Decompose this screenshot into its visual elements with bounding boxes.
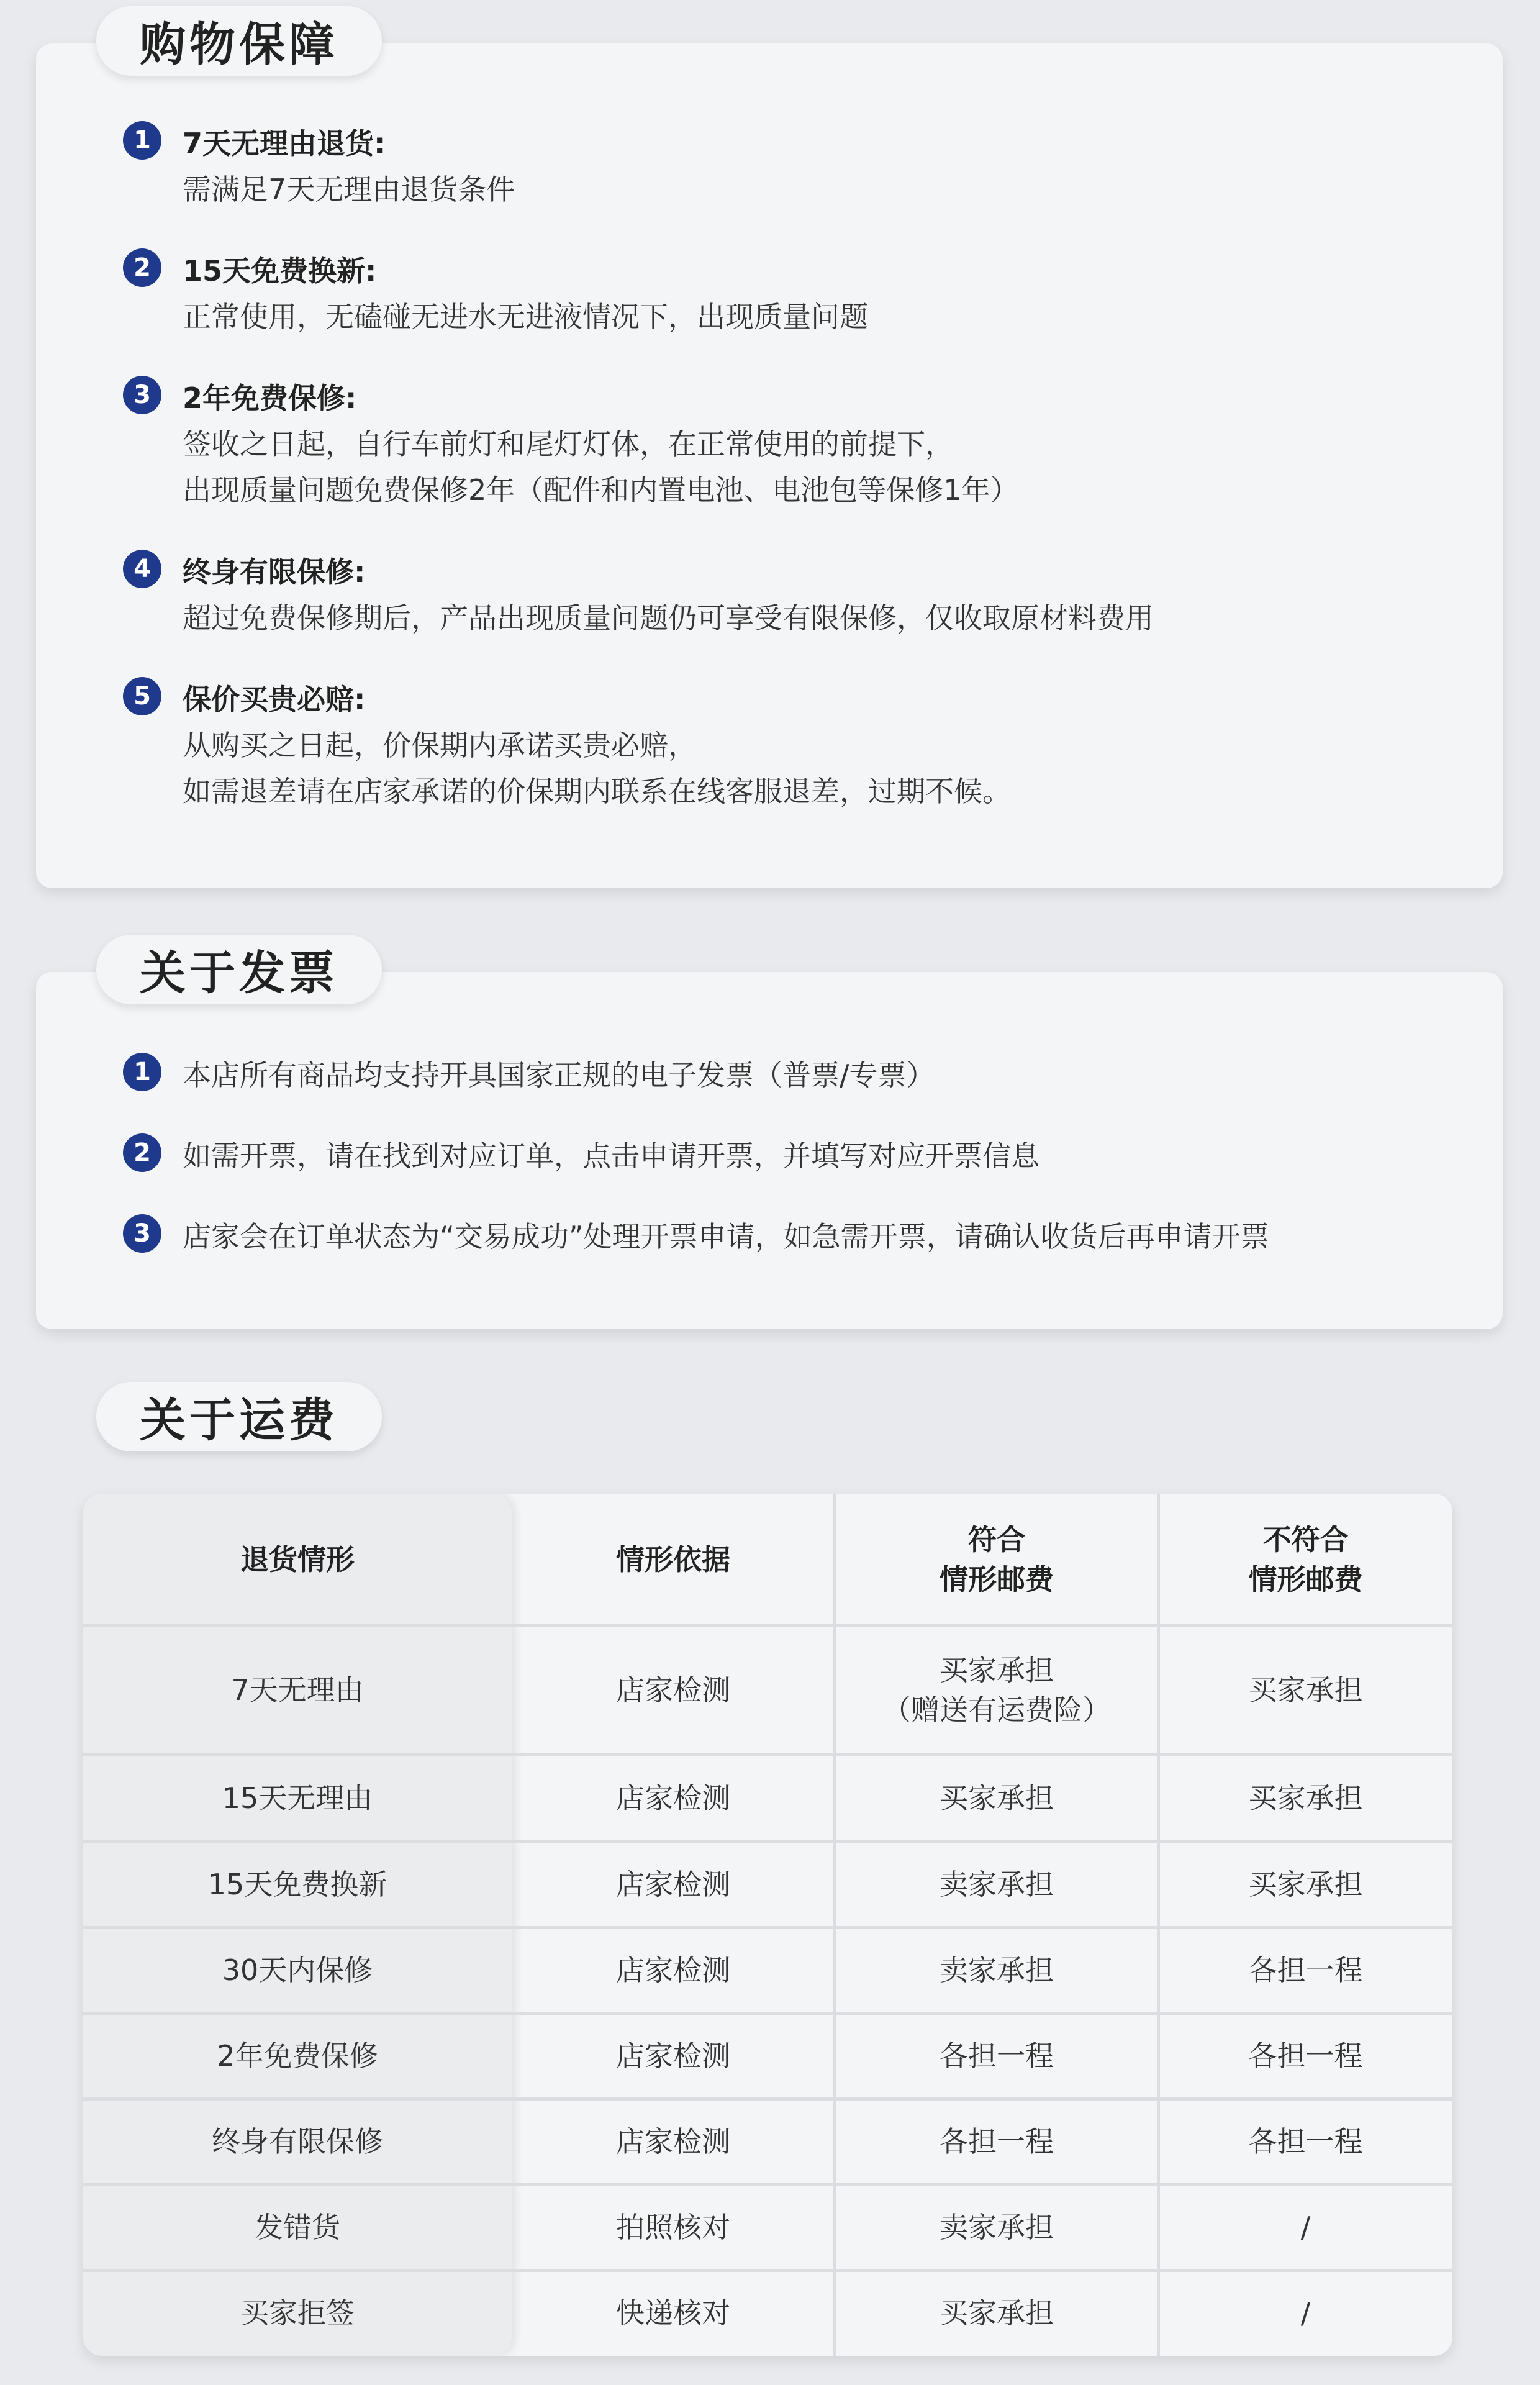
table-cell: / [1300, 2210, 1311, 2244]
guarantee-item-title: 15天免费换新: [183, 254, 377, 288]
table-cell: 7天无理由 [231, 1673, 364, 1707]
number-badge-icon: 1 [123, 1053, 161, 1091]
guarantee-item-title: 保价买贵必赔: [183, 683, 366, 716]
guarantee-item-title: 2年免费保修: [183, 381, 357, 415]
table-cell: / [1300, 2296, 1311, 2330]
number-badge-icon: 4 [123, 550, 161, 588]
table-cell: 各担一程 [940, 2038, 1054, 2073]
table-cell: 各担一程 [1248, 1953, 1363, 1987]
table-row-divider [83, 1753, 1452, 1756]
table-cell: 店家检测 [616, 1781, 730, 1815]
table-column-divider [833, 1494, 836, 2356]
table-cell: 发错货 [255, 2210, 340, 2244]
guarantee-item-line: 签收之日起，自行车前灯和尾灯灯体，在正常使用的前提下， [183, 427, 954, 461]
invoice-item-text: 本店所有商品均支持开具国家正规的电子发票（普票/专票） [183, 1058, 935, 1092]
table-row-divider [83, 1624, 1452, 1627]
table-cell: 终身有限保修 [212, 2124, 383, 2158]
table-column-divider [1157, 1494, 1160, 2356]
table-row-divider [83, 1926, 1452, 1929]
guarantee-item-line: 如需退差请在店家承诺的价保期内联系在线客服退差，过期不候。 [183, 775, 1011, 808]
number-badge-icon: 3 [123, 376, 161, 414]
number-badge-icon: 2 [123, 1133, 161, 1172]
table-cell: 买家承担 （赠送有运费险） [882, 1653, 1111, 1727]
table-row-divider [83, 1840, 1452, 1843]
guarantee-item-line: 正常使用，无磕碰无进水无进液情况下，出现质量问题 [183, 300, 868, 334]
guarantee-item-title: 终身有限保修: [183, 555, 366, 589]
table-cell: 15天免费换新 [207, 1867, 387, 1901]
guarantee-item-line: 超过免费保修期后，产品出现质量问题仍可享受有限保修，仅收取原材料费用 [183, 601, 1154, 635]
invoice-item-text: 店家会在订单状态为“交易成功”处理开票申请，如急需开票，请确认收货后再申请开票 [183, 1220, 1269, 1253]
table-cell: 快递核对 [616, 2296, 730, 2330]
table-cell: 店家检测 [616, 1673, 730, 1707]
guarantee-item-line: 从购买之日起，价保期内承诺买贵必赔， [183, 729, 697, 762]
table-header-cell: 符合 情形邮费 [940, 1522, 1054, 1596]
table-cell: 店家检测 [616, 1953, 730, 1987]
section-title-guarantee: 购物保障 [96, 6, 382, 76]
table-cell: 卖家承担 [940, 2210, 1054, 2244]
table-cell: 2年免费保修 [217, 2038, 378, 2073]
table-cell: 卖家承担 [940, 1953, 1054, 1987]
table-row-divider [83, 2183, 1452, 2186]
number-badge-icon: 2 [123, 248, 161, 287]
number-badge-icon: 5 [123, 677, 161, 716]
table-row-divider [83, 2097, 1452, 2101]
table-row-divider [83, 2012, 1452, 2015]
guarantee-item-title: 7天无理由退货: [183, 127, 386, 160]
table-cell: 各担一程 [1248, 2038, 1363, 2073]
table-header-cell: 情形依据 [616, 1542, 730, 1576]
table-cell: 买家承担 [1248, 1781, 1363, 1815]
number-badge-icon: 1 [123, 121, 161, 160]
table-row-divider [83, 2269, 1452, 2272]
table-cell: 店家检测 [616, 2038, 730, 2073]
table-header-cell: 不符合 情形邮费 [1248, 1522, 1363, 1596]
table-cell: 30天内保修 [222, 1953, 373, 1987]
table-cell: 买家承担 [1248, 1867, 1363, 1901]
table-cell: 各担一程 [1248, 2124, 1363, 2158]
table-cell: 买家承担 [940, 2296, 1054, 2330]
section-title-invoice: 关于发票 [96, 935, 382, 1004]
table-header-cell: 退货情形 [240, 1542, 355, 1576]
table-cell: 店家检测 [616, 2124, 730, 2158]
table-cell: 各担一程 [940, 2124, 1054, 2158]
guarantee-panel [36, 43, 1503, 888]
table-cell: 买家承担 [1248, 1673, 1363, 1707]
table-cell: 店家检测 [616, 1867, 730, 1901]
guarantee-item-line: 出现质量问题免费保修2年（配件和内置电池、电池包等保修1年） [183, 473, 1019, 507]
table-cell: 买家拒签 [240, 2296, 355, 2330]
shipping-table [83, 1494, 1452, 2356]
number-badge-icon: 3 [123, 1214, 161, 1253]
table-cell: 买家承担 [940, 1781, 1054, 1815]
section-title-shipping: 关于运费 [96, 1382, 382, 1451]
invoice-panel [36, 972, 1503, 1329]
table-cell: 卖家承担 [940, 1867, 1054, 1901]
table-cell: 15天无理由 [222, 1781, 373, 1815]
guarantee-item-line: 需满足7天无理由退货条件 [183, 173, 515, 206]
invoice-item-text: 如需开票，请在找到对应订单，点击申请开票，并填写对应开票信息 [183, 1139, 1040, 1173]
table-cell: 拍照核对 [616, 2210, 730, 2244]
